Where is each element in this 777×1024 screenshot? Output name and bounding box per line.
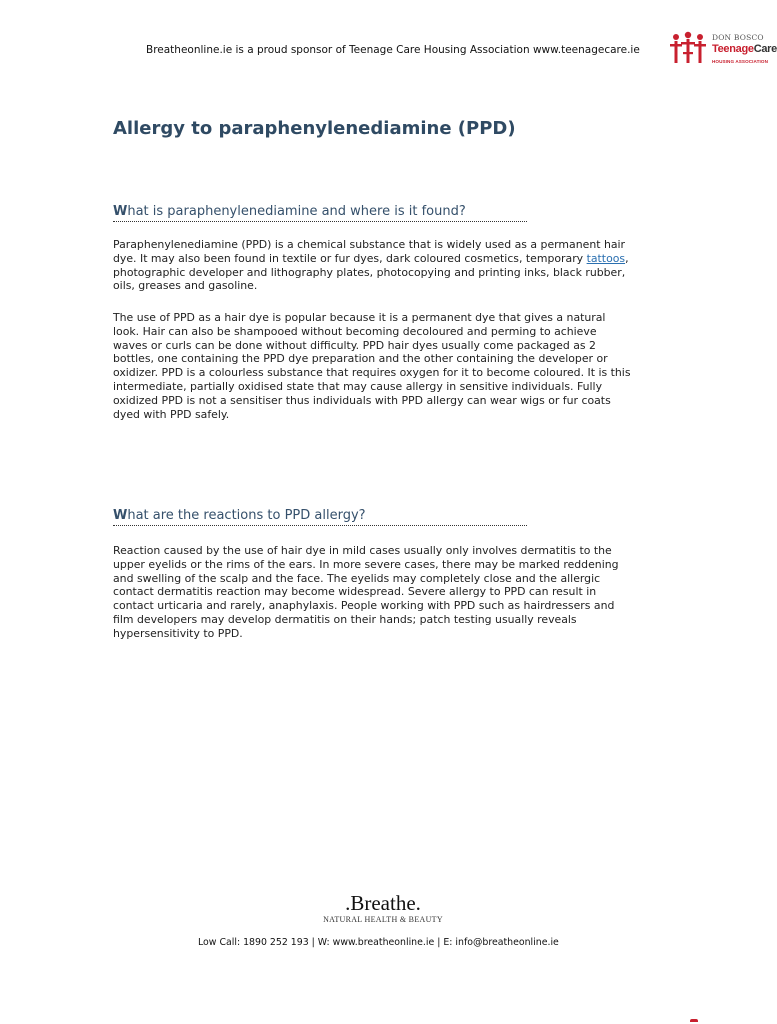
corner-mark [690,1019,698,1022]
breathe-brand-name: .Breathe. [345,891,421,915]
sponsor-text: Breatheonline.ie is a proud sponsor of Teenage Care Housing Association www.teenagecare.ie [146,44,640,56]
teenage-care-logo[interactable] [668,30,777,70]
paragraph-reactions: Reaction caused by the use of hair dye in mild cases usually only involves dermatitis to the upper eyelids or the rims of the ears. In more severe cases, there may be marked reddening and swelling of the scalp and the face. The eyelids may completely close and the allergic contact dermatitis reaction may become widespread. Severe allergy to PPD can result in contact urticaria and rarely, anaphylaxis. People working with PPD such as hairdressers and film developers may develop dermatitis on their hands; patch testing usually reveals hypersensitivity to PPD. [113,544,619,640]
paragraph-ppd-hair-dye: The use of PPD as a hair dye is popular because it is a permanent dye that gives a natural look. Hair can also be shampooed without becoming decoloured and perming to achieve waves or curls can be done without difficulty. PPD hair dyes usually come packaged as 2 bottles, one containing the PPD dye preparation and the other containing the developer or oxidizer. PPD is a colourless substance that requires oxygen for it to become coloured. It is this intermediate, partially oxidised state that may cause allergy in sensitive individuals. Fully oxidized PPD is not a sensitiser thus individuals with PPD allergy can wear wigs or fur coats dyed with PPD safely. [113,311,631,421]
three-figures-logo-icon [668,30,708,70]
logo-don-bosco: DON BOSCO [712,33,764,42]
section-heading-reactions: What are the reactions to PPD allergy? [113,508,527,526]
footer-contact: Low Call: 1890 252 193 | W: www.breatheonline.ie | E: info@breatheonline.ie [198,937,559,948]
page-title: Allergy to paraphenylenediamine (PPD) [113,118,516,139]
breathe-logo[interactable] [318,892,448,924]
logo-teenage-care: TeenageCare [712,43,777,55]
logo-housing-association: HOUSING ASSOCIATION [712,59,769,64]
paragraph-ppd-definition: Paraphenylenediamine (PPD) is a chemical substance that is widely used as a permanent hair dye. It may also been found in textile or fur dyes, dark coloured cosmetics, temporary tattoos, photographic developer and lithography plates, photocopying and printing inks, black rubber, oils, greases and gasoline. [113,238,629,293]
tattoos-link[interactable]: tattoos [586,251,626,265]
section-heading-what-is-ppd: What is paraphenylenediamine and where is it found? [113,204,527,222]
breathe-tagline: NATURAL HEALTH & BEAUTY [323,915,443,924]
